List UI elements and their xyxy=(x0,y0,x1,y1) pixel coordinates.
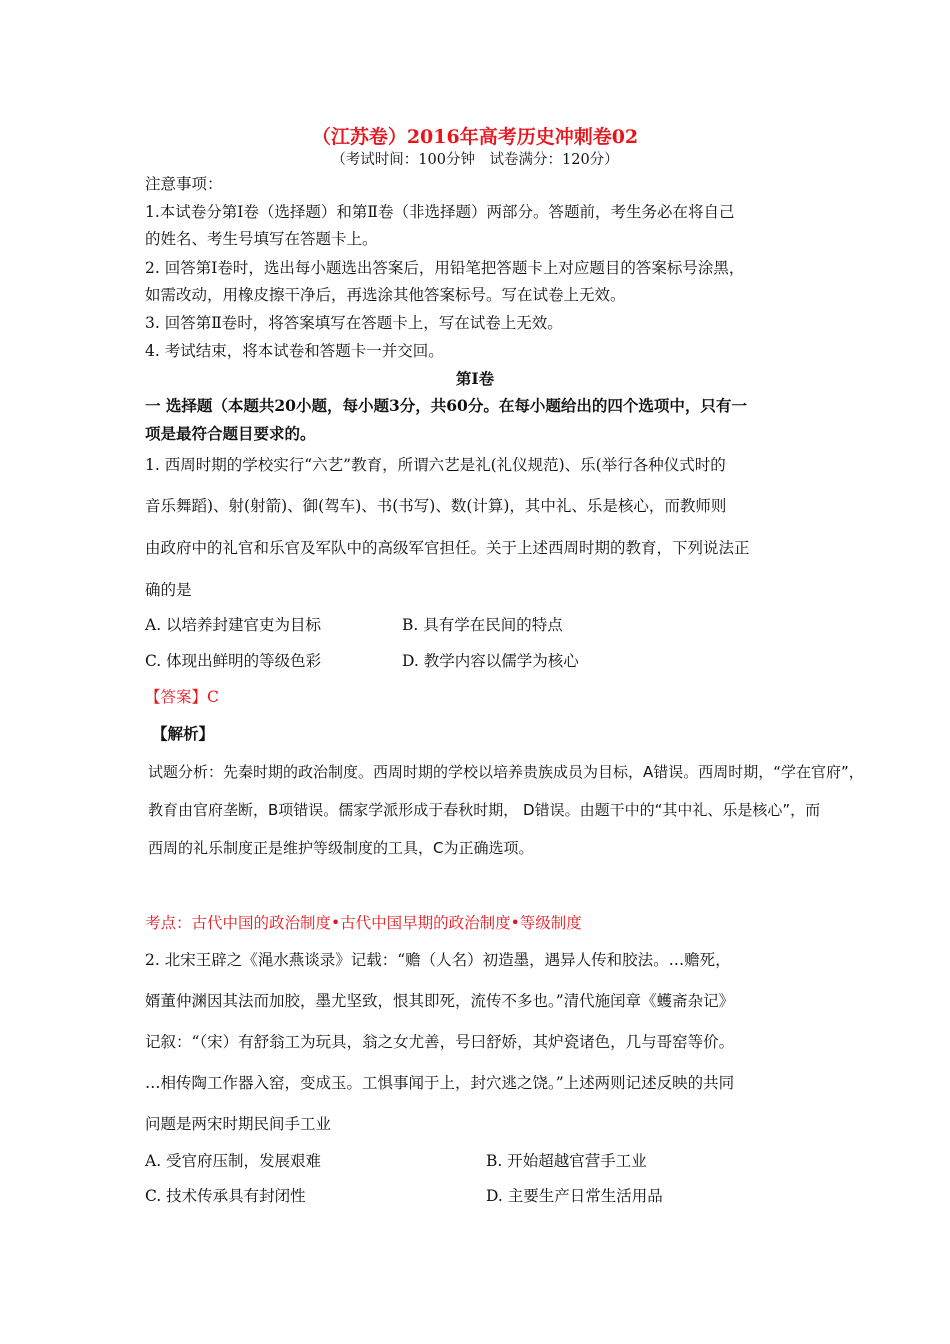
notes-line: 1.本试卷分第Ⅰ卷（选择题）和第Ⅱ卷（非选择题）两部分。答题前，考生务必在将自己 xyxy=(145,203,735,221)
notes-line: 4. 考试结束，将本试卷和答题卡一并交回。 xyxy=(145,342,444,360)
section-instruction: 一 选择题（本题共20小题，每小题3分，共60分。在每小题给出的四个选项中，只有一 xyxy=(145,396,747,415)
question-stem-line: 确的是 xyxy=(145,581,192,599)
question-stem-line: 2. 北宋王辟之《渑水燕谈录》记载：“赡（人名）初造墨，遇异人传和胶法。…赡死， xyxy=(145,951,731,969)
option-b: B. 开始超越官营手工业 xyxy=(486,1152,647,1170)
question-stem-line: 问题是两宋时期民间手工业 xyxy=(145,1115,332,1133)
kaodian-line: 考点：古代中国的政治制度•古代中国早期的政治制度•等级制度 xyxy=(145,914,582,932)
notes-line: 3. 回答第Ⅱ卷时，将答案填写在答题卡上，写在试卷上无效。 xyxy=(145,314,563,332)
notes-line: 2. 回答第Ⅰ卷时，选出每小题选出答案后，用铅笔把答题卡上对应题目的答案标号涂黑， xyxy=(145,259,745,277)
option-c: C. 体现出鲜明的等级色彩 xyxy=(145,652,322,670)
option-a: A. 以培养封建官吏为目标 xyxy=(145,616,322,634)
analysis-label: 【解析】 xyxy=(152,724,215,743)
analysis-line: 教育由官府垄断，B项错误。儒家学派形成于春秋时期， D错误。由题干中的“其中礼、乐是核心”，而 xyxy=(148,801,821,819)
question-stem-line: 1. 西周时期的学校实行“六艺”教育，所谓六艺是礼(礼仪规范)、乐(举行各种仪式时的 xyxy=(145,456,726,474)
option-d: D. 主要生产日常生活用品 xyxy=(486,1187,663,1205)
question-stem-line: …相传陶工作器入窑，变成玉。工惧事闻于上，封穴逃之饶。”上述两则记述反映的共同 xyxy=(145,1074,735,1092)
notes-line: 如需改动，用橡皮擦干净后，再选涂其他答案标号。写在试卷上无效。 xyxy=(145,286,626,304)
page-title: （江苏卷）2016年高考历史冲刺卷02 xyxy=(311,126,639,148)
option-d: D. 教学内容以儒学为核心 xyxy=(402,652,579,670)
section-title: 第Ⅰ卷 xyxy=(455,369,495,388)
question-stem-line: 记叙：“（宋）有舒翁工为玩具，翁之女尤善，号曰舒娇，其炉瓷诸色，几与哥窑等价。 xyxy=(145,1033,735,1051)
question-stem-line: 婿董仲渊因其法而加胶，墨尤坚致，恨其即死，流传不多也。”清代施闰章《蠖斋杂记》 xyxy=(145,992,735,1010)
answer-line xyxy=(145,687,219,707)
question-stem-line: 音乐舞蹈)、射(射箭)、御(驾车)、书(书写)、数(计算)，其中礼、乐是核心，而教师则 xyxy=(145,497,727,515)
option-c: C. 技术传承具有封闭性 xyxy=(145,1187,306,1205)
option-b: B. 具有学在民间的特点 xyxy=(402,616,563,634)
notes-line: 的姓名、考生号填写在答题卡上。 xyxy=(145,230,378,248)
analysis-line: 西周的礼乐制度正是维护等级制度的工具，C为正确选项。 xyxy=(148,839,534,857)
question-stem-line: 由政府中的礼官和乐官及军队中的高级军官担任。关于上述西周时期的教育，下列说法正 xyxy=(145,539,750,557)
analysis-line: 试题分析：先秦时期的政治制度。西周时期的学校以培养贵族成员为目标，A错误。西周时期，“学在官府”， xyxy=(148,763,864,781)
answer-label: 【答案】 xyxy=(145,688,208,706)
answer-value: C xyxy=(207,688,219,706)
notes-heading: 注意事项： xyxy=(145,175,223,193)
option-a: A. 受官府压制，发展艰难 xyxy=(145,1152,322,1170)
exam-info: （考试时间：100分钟 试卷满分：120分） xyxy=(331,152,619,168)
section-instruction: 项是最符合题目要求的。 xyxy=(145,424,316,443)
